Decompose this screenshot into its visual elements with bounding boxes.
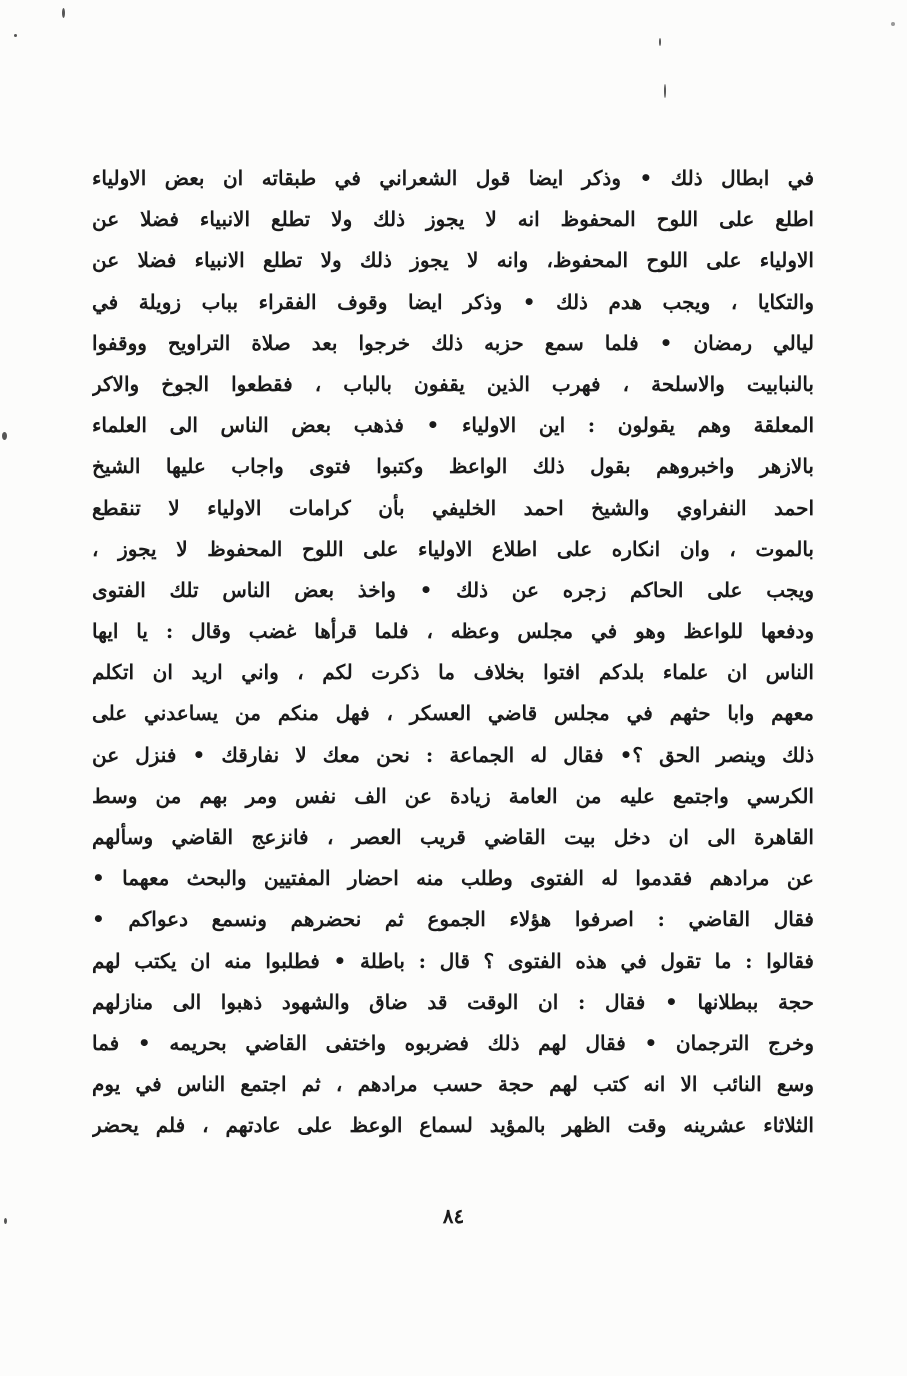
text-line: ذلك وينصر الحق ؟• فقال له الجماعة : نحن معك لا نفارقك • فنزل عن bbox=[92, 742, 814, 767]
text-line: احمد النفراوي والشيخ احمد الخليفي بأن كرامات الاولياء لا تنقطع bbox=[92, 495, 814, 520]
text-line: فقالوا : ما تقول في هذه الفتوى ؟ قال : باطلة • فطلبوا منه ان يكتب لهم bbox=[92, 948, 814, 973]
text-line: ليالي رمضان • فلما سمع حزبه ذلك خرجوا بعد صلاة التراويح ووقفوا bbox=[92, 330, 814, 355]
text-line: الناس ان علماء بلدكم افتوا بخلاف ما ذكرت لكم ، واني اريد ان اتكلم bbox=[92, 660, 814, 685]
text-line: وخرج الترجمان • فقال لهم ذلك فضربوه واختفى القاضي بحريمه • فما bbox=[92, 1030, 814, 1055]
text-line: ويجب على الحاكم زجره عن ذلك • واخذ بعض الناس تلك الفتوى bbox=[92, 577, 814, 602]
text-line: ودفعها للواعظ وهو في مجلس وعظه ، فلما قرأها غضب وقال : يا ايها bbox=[92, 619, 814, 644]
scan-speck bbox=[891, 22, 895, 26]
text-line: حجة ببطلانها • فقال : ان الوقت قد ضاق والشهود ذهبوا الى منازلهم bbox=[92, 989, 814, 1014]
text-line: الاولياء على اللوح المحفوظ، وانه لا يجوز ذلك ولا تطلع الانبياء فضلا عن bbox=[92, 248, 814, 273]
text-line: عن مرادهم فقدموا له الفتوى وطلب منه احضار المفتيين والبحث معهما • bbox=[92, 866, 814, 891]
text-line: القاهرة الى ان دخل بيت القاضي قريب العصر ، فانزعج القاضي وسألهم bbox=[92, 825, 814, 849]
text-line: الكرسي واجتمع عليه من العامة زيادة عن الف نفس ومر بهم من وسط bbox=[92, 783, 814, 808]
scan-speck bbox=[2, 432, 7, 440]
text-line: والتكايا ، ويجب هدم ذلك • وذكر ايضا وقوف الفقراء بباب زويلة في bbox=[92, 289, 814, 314]
text-line: بالنبابيت والاسلحة ، فهرب الذين يقفون بالباب ، فقطعوا الجوخ والاكر bbox=[92, 371, 814, 396]
text-line: فقال القاضي : اصرفوا هؤلاء الجموع ثم نحضرهم ونسمع دعواكم • bbox=[92, 907, 814, 932]
scan-speck bbox=[659, 38, 661, 46]
text-line: اطلع على اللوح المحفوظ انه لا يجوز ذلك ولا تطلع الانبياء فضلا عن bbox=[92, 207, 814, 232]
text-line: بالموت ، وان انكاره على اطلاع الاولياء على اللوح المحفوظ لا يجوز ، bbox=[92, 536, 814, 561]
text-line: في ابطال ذلك • وذكر ايضا قول الشعراني في طبقاته ان بعض الاولياء bbox=[92, 166, 814, 190]
text-line: بالازهر واخبروهم بقول ذلك الواعظ وكتبوا فتوى واجاب عليها الشيخ bbox=[92, 454, 814, 479]
scan-speck bbox=[664, 84, 666, 98]
scan-speck bbox=[62, 8, 65, 18]
body-text bbox=[92, 158, 814, 1147]
text-line: المعلقة وهم يقولون : اين الاولياء • فذهب بعض الناس الى العلماء bbox=[92, 413, 814, 438]
page-number: ٨٤ bbox=[442, 1204, 465, 1228]
scan-speck bbox=[14, 34, 17, 37]
text-line: معهم وابا حثهم في مجلس قاضي العسكر ، فهل منكم من يساعدني على bbox=[92, 701, 814, 726]
text-line: وسع النائب الا انه كتب لهم حجة حسب مرادهم ، ثم اجتمع الناس في يوم bbox=[92, 1072, 814, 1097]
text-line: الثلاثاء عشرينه وقت الظهر بالمؤيد لسماع الوعظ على عادتهم ، فلم يحضر bbox=[92, 1113, 814, 1138]
